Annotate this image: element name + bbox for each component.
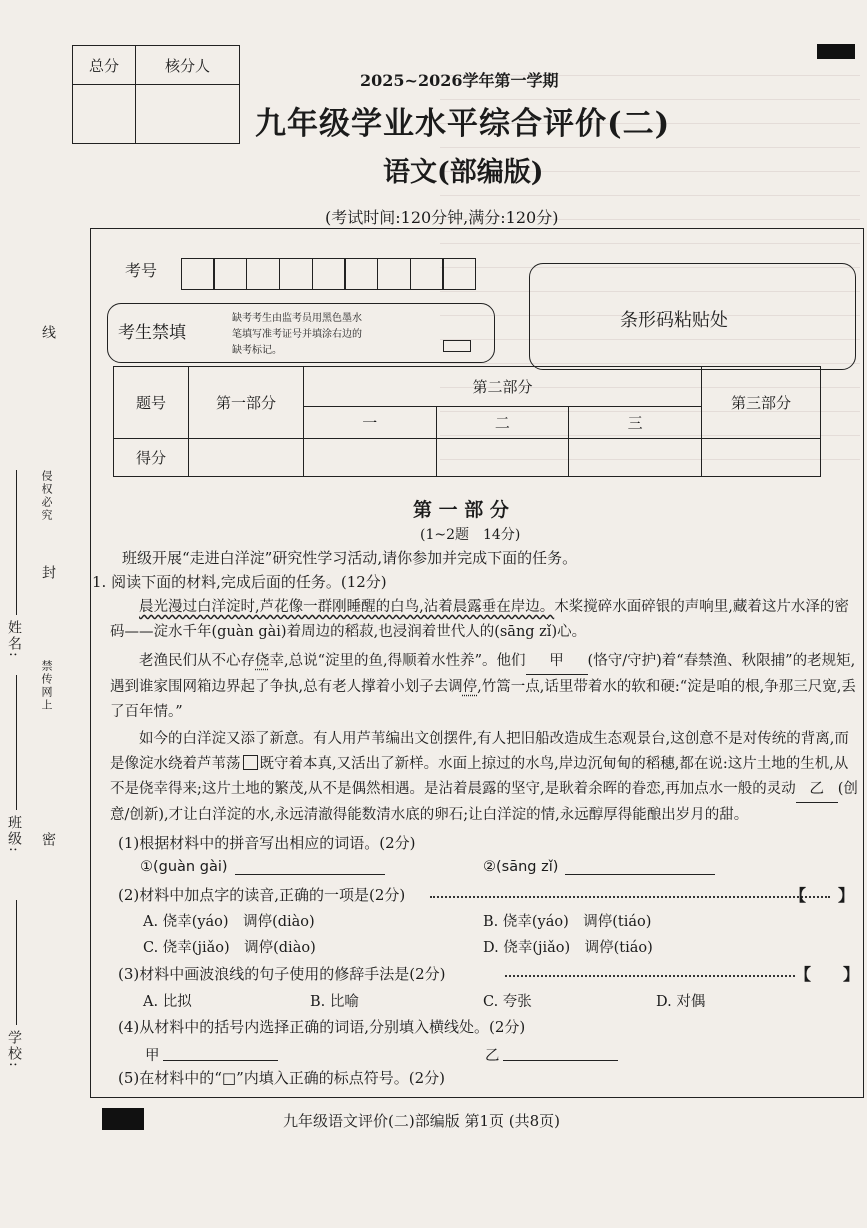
material-paragraph-2: [110, 649, 860, 725]
seal-mi: 密: [40, 832, 56, 848]
sub3-option-b[interactable]: B. 比喻: [310, 994, 359, 1010]
seal-feng: 封: [40, 565, 56, 581]
sub2-option-b[interactable]: B. 侥幸(yáo) 调停(tiáo): [483, 914, 652, 930]
wavy-sentence: 晨光漫过白洋淀时,芦花像一群刚睡醒的白鸟,沾着晨露垂在岸边。: [139, 599, 555, 615]
exam-number-cell[interactable]: [279, 258, 313, 290]
sub-question-1: (1)根据材料中的拼音写出相应的词语。(2分): [118, 834, 416, 852]
sub4-yi-label: 乙: [485, 1048, 500, 1064]
part3-header: 第三部分: [702, 367, 821, 439]
material-paragraph-1: [110, 595, 860, 645]
p2-c: (恪守/守护)着“春禁渔、秋限捕”的老规矩,遇到谁家围网箱边界起了争执,总有老人撑着小划子去调: [110, 653, 856, 695]
sub2-answer-bracket[interactable]: 【 】: [790, 886, 855, 905]
material-paragraph-3: [110, 727, 860, 828]
item-label: 题号: [114, 367, 189, 439]
name-line[interactable]: [16, 470, 17, 615]
p3-b: 既守着本真,又活出了新样。水面上掠过的水鸟,岸边沉甸甸的稻穗,都在说:这片土地的生机,从不是侥幸得来;这片土地的繁茂,从不是偶然相遇。是沾着晨露的坚守,是耿着余晖的眷恋,再加点水一般的灵动: [110, 756, 849, 797]
forbid-label: 考生禁填: [118, 323, 186, 343]
dotted-char-jiao: 侥: [255, 653, 270, 669]
sub3-leader-dots: [505, 975, 795, 977]
sub3-answer-bracket[interactable]: 【 】: [795, 965, 860, 984]
p1-rest: 木桨搅碎水面碎银的声响里,藏着这片水泽的密码——淀水千年(guàn gài)着周边的稻菽,也浸润着世代人的(sāng zǐ)心。: [110, 599, 849, 640]
total-score-box: [72, 45, 240, 144]
sub-question-5: (5)在材料中的“□”内填入正确的标点符号。(2分): [118, 1069, 446, 1087]
sub1-answer-b-line[interactable]: [565, 874, 715, 875]
forbid-answer-note: 禁传网上: [40, 660, 53, 712]
subject-title: 语文(部编版): [383, 157, 544, 188]
class-line[interactable]: [16, 675, 17, 810]
sub-question-4: (4)从材料中的括号内选择正确的词语,分别填入横线处。(2分): [118, 1018, 526, 1036]
total-score-label: 总分: [73, 46, 136, 85]
total-score-cell[interactable]: [73, 85, 136, 144]
part2-sub-2: 二: [436, 407, 569, 439]
score-label: 得分: [114, 439, 189, 477]
score-cell-part2-1[interactable]: [304, 439, 437, 477]
exam-number-cell[interactable]: [312, 258, 346, 290]
part1-title: 第 一 部 分: [413, 499, 509, 521]
checker-label: 核分人: [136, 46, 240, 85]
part1-range: (1~2题 14分): [420, 527, 521, 543]
q1-stem: 1. 阅读下面的材料,完成后面的任务。(12分): [92, 573, 387, 591]
copyright-note: 侵权必究: [40, 470, 53, 522]
exam-number-cell[interactable]: [410, 258, 444, 290]
sub2-option-a[interactable]: A. 侥幸(yáo) 调停(diào): [143, 914, 315, 930]
barcode-label: 条形码粘贴处: [620, 310, 728, 331]
school-line[interactable]: [16, 900, 17, 1025]
exam-number-label: 考号: [125, 261, 158, 280]
score-cell-part2-2[interactable]: [436, 439, 569, 477]
exam-title: 九年级学业水平综合评价(二): [255, 106, 671, 142]
sub2-leader-dots: [430, 896, 830, 898]
registration-mark-top-right: [817, 44, 855, 59]
part1-header: 第一部分: [189, 367, 304, 439]
sub2-option-c[interactable]: C. 侥幸(jiǎo) 调停(diào): [143, 940, 316, 956]
term-line: 2025~2026学年第一学期: [360, 71, 559, 90]
checker-cell[interactable]: [136, 85, 240, 144]
exam-number-grid[interactable]: [182, 258, 476, 290]
part2-header: 第二部分: [304, 367, 702, 407]
sub1-answer-b-label: ②(sāng zǐ): [483, 859, 559, 875]
forbid-note-1: 缺考考生由监考员用黑色墨水: [232, 313, 362, 324]
sub-question-2: (2)材料中加点字的读音,正确的一项是(2分): [118, 886, 406, 904]
sub4-jia-line[interactable]: [163, 1060, 278, 1061]
activity-intro: 班级开展“走进白洋淀”研究性学习活动,请你参加并完成下面的任务。: [122, 549, 578, 567]
part2-sub-3: 三: [569, 407, 702, 439]
p3-c: (创意/创新),才让白洋淀的水,永远清澈得能数清水底的卵石;让白洋淀的情,永远醇厚得能酿出岁月的甜。: [110, 781, 858, 823]
sub1-answer-a-label: ①(guàn gài): [140, 859, 228, 875]
p2-a: 老渔民们从不心存: [139, 653, 255, 669]
exam-info: (考试时间:120分钟,满分:120分): [325, 208, 559, 227]
forbid-note-3: 缺考标记。: [232, 345, 282, 356]
registration-mark-bottom-left: [102, 1108, 144, 1130]
score-cell-part1[interactable]: [189, 439, 304, 477]
sub2-option-d[interactable]: D. 侥幸(jiǎo) 调停(tiáo): [483, 940, 653, 956]
dotted-char-ting: 停: [462, 679, 478, 695]
exam-number-cell[interactable]: [377, 258, 411, 290]
sub3-option-a[interactable]: A. 比拟: [143, 994, 192, 1010]
blank-yi[interactable]: 乙: [796, 777, 838, 803]
p2-d: ,竹篙一点,话里带着水的软和硬:“淀是咱的根,争那三尺宽,丢了百年情。”: [110, 679, 856, 720]
exam-number-cell[interactable]: [213, 258, 247, 290]
exam-number-cell[interactable]: [442, 258, 476, 290]
p2-b: 幸,总说“淀里的鱼,得顺着水性养”。他们: [269, 653, 526, 669]
sub-question-3: (3)材料中画波浪线的句子使用的修辞手法是(2分): [118, 965, 446, 983]
sub4-yi-line[interactable]: [503, 1060, 618, 1061]
score-cell-part3[interactable]: [702, 439, 821, 477]
absent-mark-box[interactable]: [443, 340, 471, 352]
p3-a: 如今的白洋淀又添了新意。有人用芦苇编出文创摆件,有人把旧船改造成生态观景台,这创意不是对传统的背离,而是像淀水绕着芦苇荡: [110, 731, 849, 772]
school-label: 学校:: [6, 1030, 22, 1069]
part2-sub-1: 一: [304, 407, 437, 439]
sub3-option-c[interactable]: C. 夸张: [483, 994, 532, 1010]
name-label: 姓名:: [6, 620, 22, 659]
sub4-jia-label: 甲: [145, 1048, 160, 1064]
sub1-answer-a-line[interactable]: [235, 874, 385, 875]
class-label: 班级:: [6, 815, 22, 854]
sub3-option-d[interactable]: D. 对偶: [656, 994, 706, 1010]
blank-jia[interactable]: 甲: [526, 649, 588, 675]
exam-number-cell[interactable]: [344, 258, 378, 290]
score-table: [113, 366, 821, 477]
seal-xian: 线: [40, 325, 56, 341]
exam-number-cell[interactable]: [246, 258, 280, 290]
punctuation-box[interactable]: [243, 755, 258, 770]
page-footer: 九年级语文评价(二)部编版 第1页 (共8页): [283, 1112, 561, 1130]
exam-number-cell[interactable]: [181, 258, 215, 290]
score-cell-part2-3[interactable]: [569, 439, 702, 477]
forbid-note-2: 笔填写准考证号并填涂右边的: [232, 329, 362, 340]
